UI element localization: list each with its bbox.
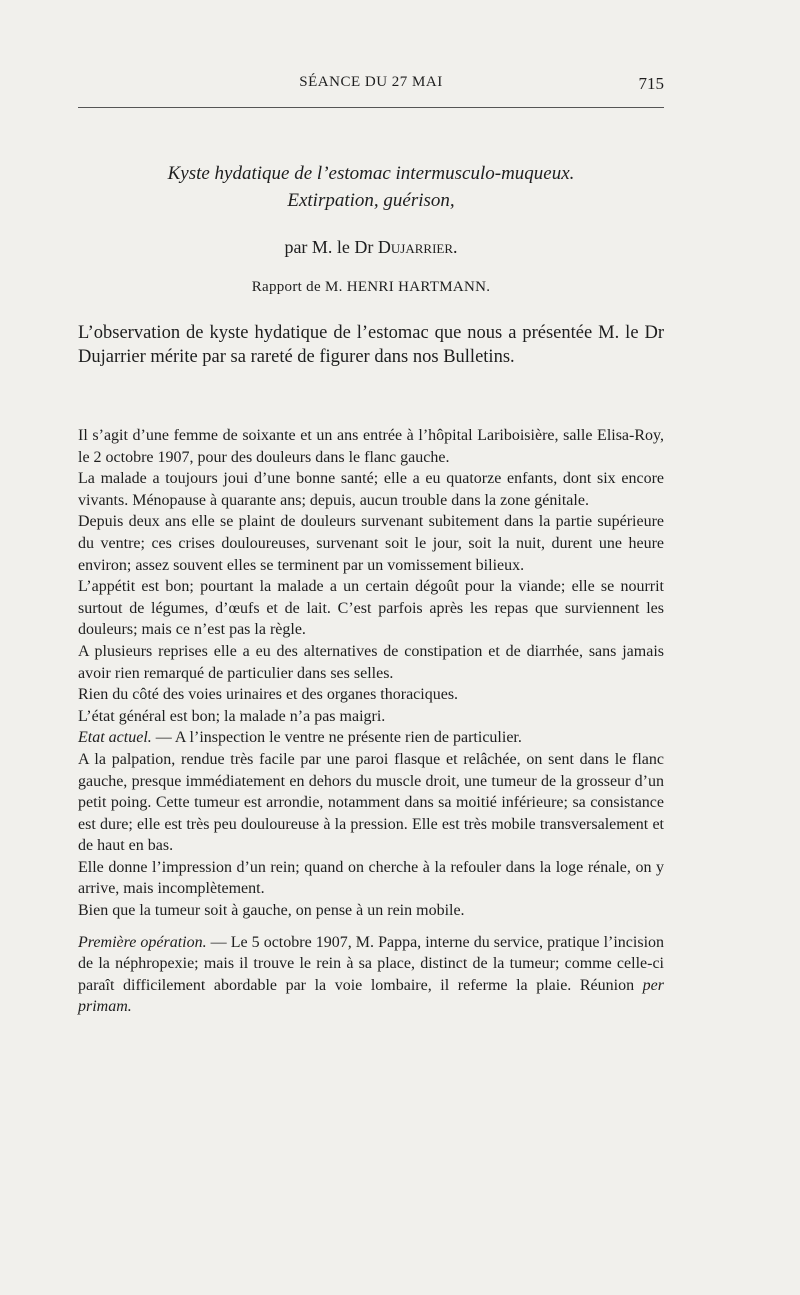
article-title-line-2: Extirpation, guérison, [287, 190, 455, 211]
paragraph [78, 727, 664, 749]
report-line: Rapport de M. HENRI HARTMANN. [251, 279, 491, 295]
running-title: SÉANCE DU 27 MAI [299, 74, 443, 90]
intro-paragraph: L’observation de kyste hydatique de l’estomac que nous a présentée M. le Dr Dujarrier mérite par sa rareté de figurer dans nos Bulletins. [78, 323, 664, 367]
paragraph-text: — Le 5 octobre 1907, M. Pappa, interne du service, pratique l’incision de la néphropexie; mais il trouve le rein à sa place, distinct de la tumeur; comme celle-ci paraît difficilement abordable par la voie lombaire, il referme la plaie. Réunion [78, 933, 665, 994]
paragraph: Rien du côté des voies urinaires et des organes thoraciques. [78, 686, 459, 704]
author-prefix: par M. le Dr [284, 237, 374, 257]
section-lead: Première opération. [78, 933, 207, 951]
paragraph: Il s’agit d’une femme de soixante et un ans entrée à l’hôpital Lariboisière, salle Elisa-Roy, le 2 octobre 1907, pour des douleurs dans le flanc gauche. [78, 427, 664, 466]
paragraph: A plusieurs reprises elle a eu des alternatives de constipation et de diarrhée, sans jamais avoir rien remarqué de particulier dans ses selles. [78, 642, 664, 682]
body-text [78, 425, 664, 1018]
paragraph-gap [78, 922, 664, 932]
author-name: Dujarrier. [377, 237, 458, 257]
paragraph: La malade a toujours joui d’une bonne santé; elle a eu quatorze enfants, dont six encore vivants. Ménopause à quarante ans; depuis, aucun trouble dans la zone génitale. [78, 470, 664, 509]
paragraph: Depuis deux ans elle se plaint de douleurs survenant subitement dans la partie supérieure du ventre; ces crises douloureuses, survenant soit le jour, soit la nuit, durent une heure environ; assez souvent elles se terminent par un vomissement bilieux. [78, 513, 664, 574]
running-header [78, 74, 664, 98]
article-title-block [78, 160, 664, 298]
section-lead: Etat actuel. [78, 729, 152, 747]
paragraph: Elle donne l’impression d’un rein; quand on cherche à la refouler dans la loge rénale, on y arrive, mais incomplètement. [78, 858, 664, 898]
latin-phrase: per primam. [78, 976, 664, 1016]
paragraph: A la palpation, rendue très facile par une paroi flasque et relâchée, on sent dans le flanc gauche, presque immédiatement en dehors du muscle droit, une tumeur de la grosseur d’un petit poing. Cette tumeur est arrondie, notamment dans sa moitié inférieure; sa consistance est dure; elle est très peu douloureuse à la pression. Elle est très mobile transversalement et de haut en bas. [78, 750, 664, 855]
header-rule [78, 107, 664, 108]
article-title-line-1: Kyste hydatique de l’estomac intermusculo-muqueux. [167, 163, 575, 184]
paragraph: L’appétit est bon; pourtant la malade a un certain dégoût pour la viande; elle se nourrit surtout de légumes, d’œufs et de lait. C’est parfois après les repas que surviennent les douleurs; mais ce n’est pas la règle. [78, 578, 664, 639]
author-line [78, 234, 664, 260]
paragraph-text: — A l’inspection le ventre ne présente rien de particulier. [151, 729, 522, 747]
paragraph [78, 932, 664, 1018]
paragraph: Bien que la tumeur soit à gauche, on pense à un rein mobile. [78, 902, 465, 920]
paragraph: L’état général est bon; la malade n’a pas maigri. [78, 707, 386, 725]
page-number: 715 [638, 74, 664, 93]
